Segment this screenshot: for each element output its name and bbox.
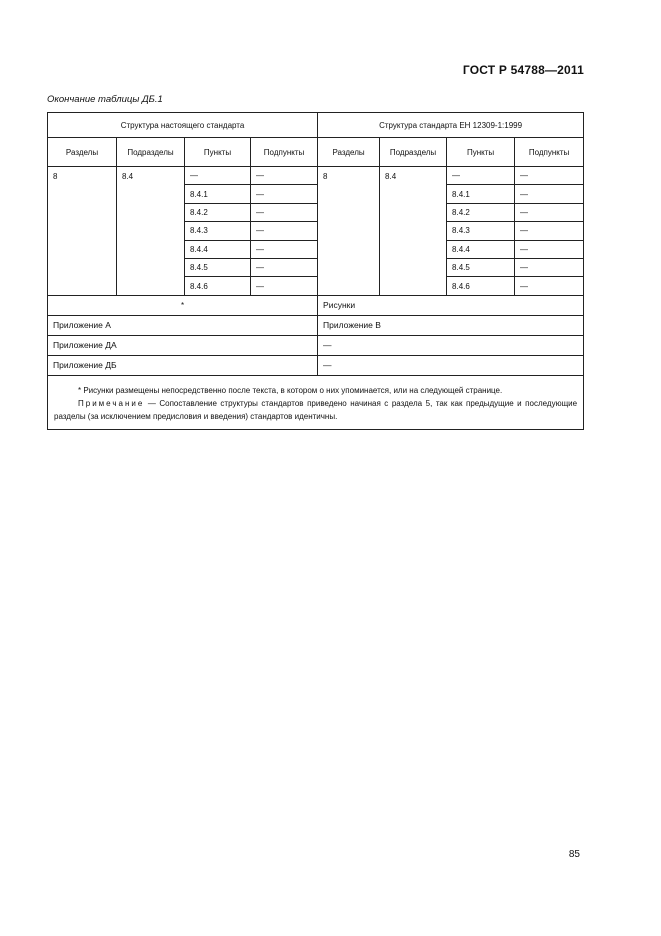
column-header: Разделы xyxy=(48,138,117,167)
left-subitem-cell: — xyxy=(251,203,318,221)
column-header: Разделы xyxy=(318,138,380,167)
group-header-current: Структура настоящего стандарта xyxy=(48,113,318,138)
left-item-cell: 8.4.3 xyxy=(185,222,251,240)
left-item-cell: 8.4.4 xyxy=(185,240,251,258)
right-subitem-cell: — xyxy=(515,222,584,240)
appendix-cell: — xyxy=(318,355,584,375)
right-subitem-cell: — xyxy=(515,185,584,203)
notes-row xyxy=(48,375,584,429)
right-subsection-cell: 8.4 xyxy=(380,167,447,296)
column-header-row xyxy=(48,138,584,167)
column-header: Пункты xyxy=(185,138,251,167)
right-subitem-cell: — xyxy=(515,167,584,185)
left-item-cell: 8.4.1 xyxy=(185,185,251,203)
left-subitem-cell: — xyxy=(251,185,318,203)
appendix-cell: Приложение ДБ xyxy=(48,355,318,375)
left-subsection-cell: 8.4 xyxy=(117,167,185,296)
column-header: Подпункты xyxy=(515,138,584,167)
appendix-cell: Приложение А xyxy=(48,315,318,335)
appendix-cell: — xyxy=(318,335,584,355)
right-subitem-cell: — xyxy=(515,277,584,295)
right-item-cell: 8.4.1 xyxy=(447,185,515,203)
left-subitem-cell: — xyxy=(251,258,318,276)
left-item-cell: 8.4.6 xyxy=(185,277,251,295)
left-item-cell: 8.4.2 xyxy=(185,203,251,221)
left-section-cell: 8 xyxy=(48,167,117,296)
notes-cell xyxy=(48,375,584,429)
appendix-cell: Приложение ДА xyxy=(48,335,318,355)
structure-comparison-table xyxy=(47,112,584,430)
left-item-cell: 8.4.5 xyxy=(185,258,251,276)
column-header: Подпункты xyxy=(251,138,318,167)
left-subitem-cell: — xyxy=(251,167,318,185)
appendix-cell: Приложение В xyxy=(318,315,584,335)
left-subitem-cell: — xyxy=(251,277,318,295)
table-note xyxy=(54,397,577,423)
column-header: Подразделы xyxy=(380,138,447,167)
page-number: 85 xyxy=(568,849,580,860)
figures-footnote: * Рисунки размещены непосредственно после текста, в котором о них упоминается, или на следующей странице. xyxy=(78,385,503,395)
figures-footnote-marker: * xyxy=(48,295,318,315)
appendix-row xyxy=(48,335,584,355)
left-subitem-cell: — xyxy=(251,222,318,240)
standard-id: ГОСТ Р 54788—2011 xyxy=(462,63,584,77)
right-item-cell: 8.4.3 xyxy=(447,222,515,240)
note-text: — Сопоставление структуры стандартов приведено начиная с раздела 5, так как предыдущие и последующие разделы (за исключением предисловия и введения) стандартов идентичны. xyxy=(54,398,578,421)
group-header-row xyxy=(48,113,584,138)
appendix-row xyxy=(48,355,584,375)
appendix-row xyxy=(48,315,584,335)
right-item-cell: 8.4.6 xyxy=(447,277,515,295)
note-label: Примечание xyxy=(78,398,145,408)
column-header: Пункты xyxy=(447,138,515,167)
right-item-cell: — xyxy=(447,167,515,185)
group-header-en: Структура стандарта ЕН 12309-1:1999 xyxy=(318,113,584,138)
table-row xyxy=(48,167,584,185)
right-subitem-cell: — xyxy=(515,240,584,258)
right-subitem-cell: — xyxy=(515,203,584,221)
column-header: Подразделы xyxy=(117,138,185,167)
left-item-cell: — xyxy=(185,167,251,185)
right-item-cell: 8.4.2 xyxy=(447,203,515,221)
right-item-cell: 8.4.5 xyxy=(447,258,515,276)
right-item-cell: 8.4.4 xyxy=(447,240,515,258)
right-subitem-cell: — xyxy=(515,258,584,276)
right-section-cell: 8 xyxy=(318,167,380,296)
left-subitem-cell: — xyxy=(251,240,318,258)
figures-row xyxy=(48,295,584,315)
figures-cell: Рисунки xyxy=(318,295,584,315)
table-caption: Окончание таблицы ДБ.1 xyxy=(47,94,163,105)
